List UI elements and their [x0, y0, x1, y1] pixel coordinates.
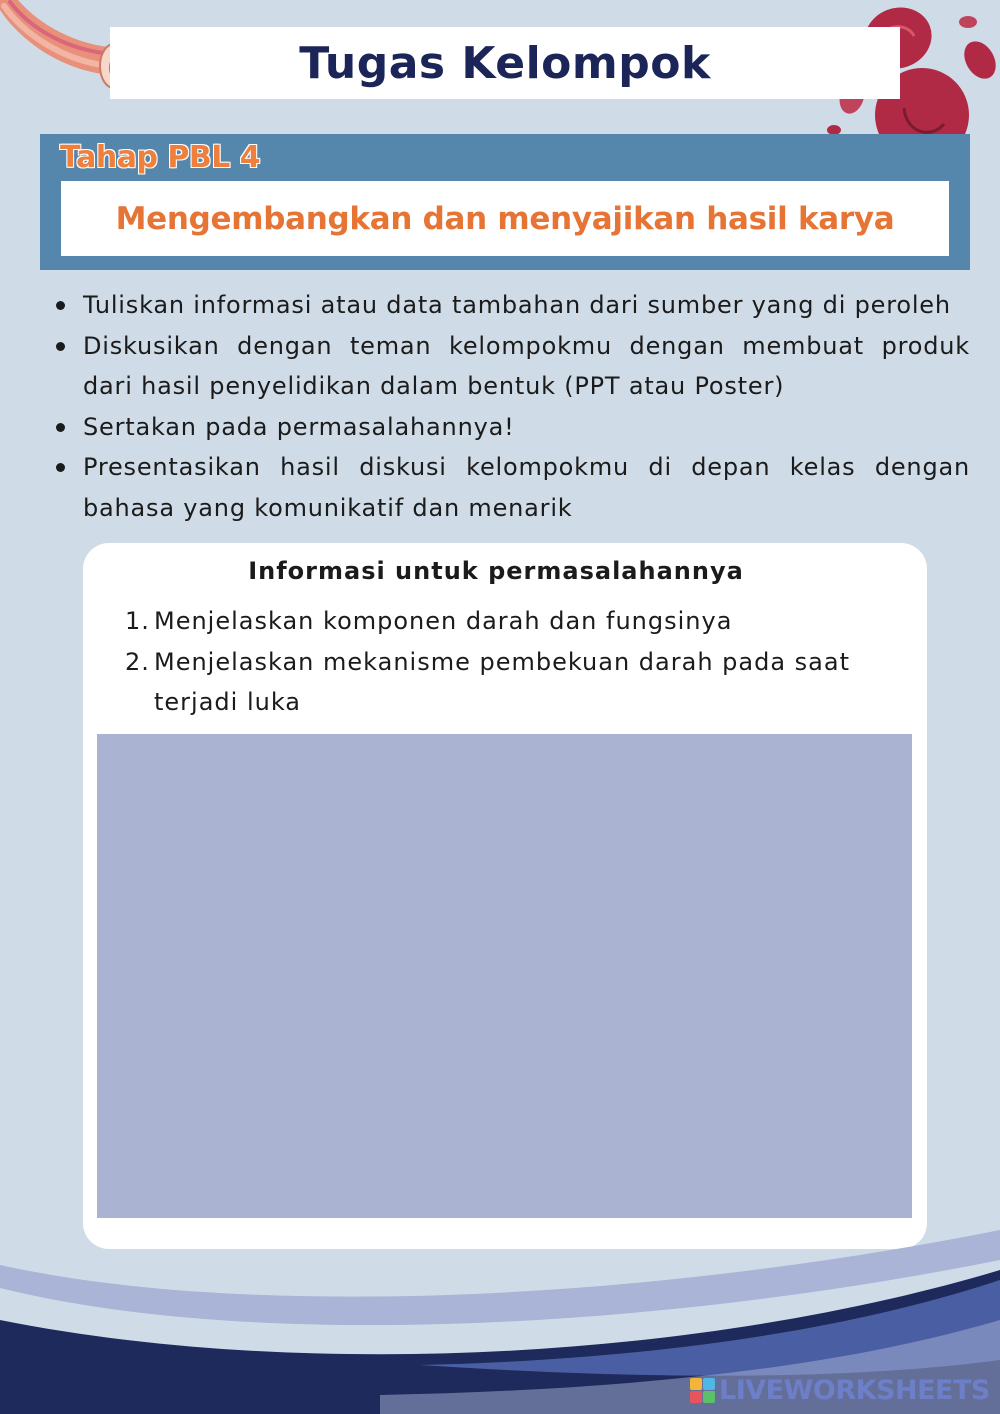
list-number: 1. — [125, 607, 150, 635]
watermark — [690, 1374, 990, 1406]
page-title: Tugas Kelompok — [299, 37, 711, 89]
stage-box — [40, 134, 970, 270]
answer-area[interactable] — [97, 734, 912, 1218]
instruction-item: Sertakan pada permasalahannya! — [50, 407, 970, 448]
stage-subtitle-box — [61, 181, 949, 256]
list-number: 2. — [125, 647, 150, 676]
stage-subtitle: Mengembangkan dan menyajikan hasil karya — [115, 200, 895, 237]
instruction-list — [50, 285, 970, 528]
list-text: Menjelaskan komponen darah dan fungsinya — [154, 607, 733, 635]
liveworksheets-logo-icon — [690, 1378, 715, 1403]
list-text: Menjelaskan mekanisme pembekuan darah pada saat terjadi luka — [154, 647, 850, 716]
info-list-item — [125, 601, 865, 642]
info-list-item — [125, 642, 865, 723]
instruction-item: Diskusikan dengan teman kelompokmu dengan membuat produk dari hasil penyelidikan dalam bentuk (PPT atau Poster) — [50, 326, 970, 407]
info-list — [125, 601, 865, 723]
instruction-item: Presentasikan hasil diskusi kelompokmu di depan kelas dengan bahasa yang komunikatif dan menarik — [50, 447, 970, 528]
instruction-item: Tuliskan informasi atau data tambahan dari sumber yang di peroleh — [50, 285, 970, 326]
info-card — [83, 543, 927, 1249]
title-banner — [110, 27, 900, 99]
info-card-title: Informasi untuk permasalahannya — [248, 557, 744, 585]
watermark-text: LIVEWORKSHEETS — [719, 1374, 990, 1406]
stage-label: Tahap PBL 4 — [60, 140, 261, 175]
